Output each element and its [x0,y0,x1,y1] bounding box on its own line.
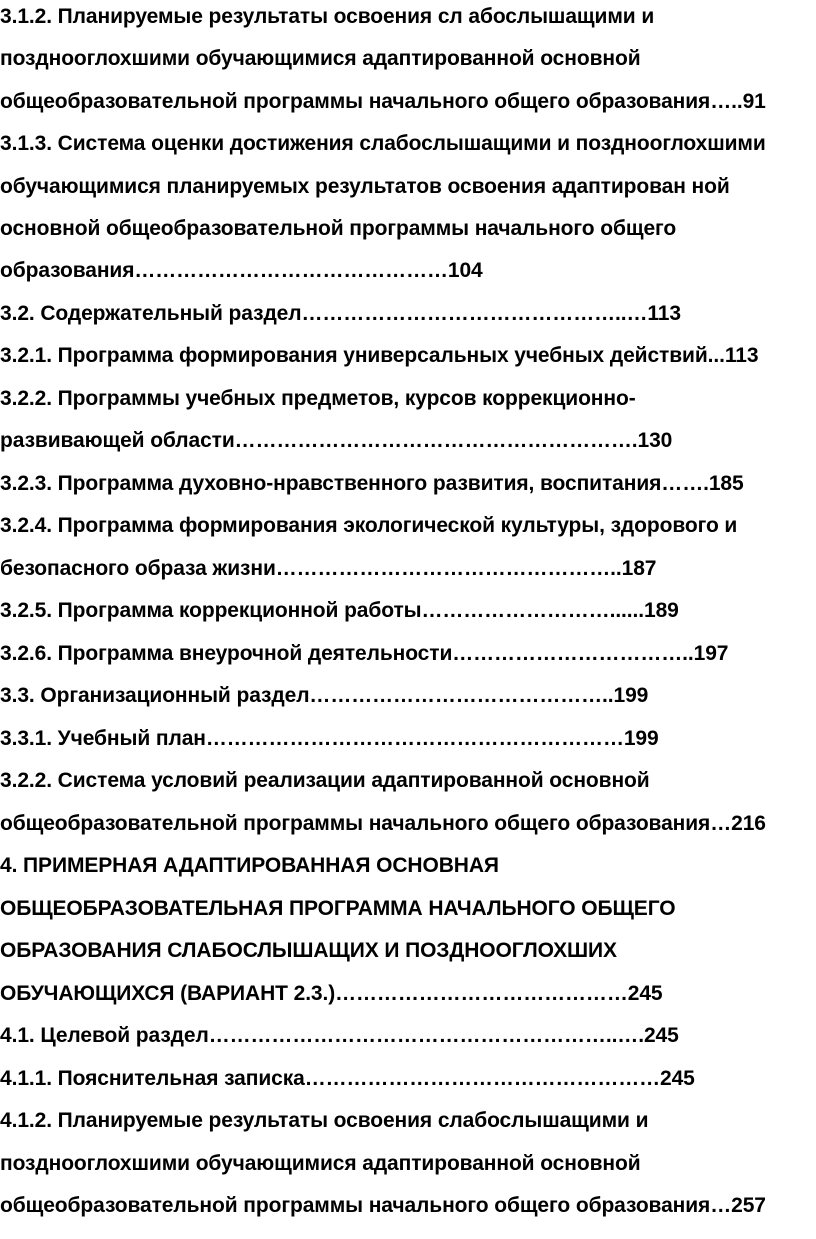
toc-line: 4. ПРИМЕРНАЯ АДАПТИРОВАННАЯ ОСНОВНАЯ [0,854,499,877]
toc-line: позднооглохшими обучающимися адаптированной основной [0,1152,641,1175]
toc-line: 4.1.1. Пояснительная записка……………………………………………245 [0,1067,695,1090]
toc-line: 3.2. Содержательный раздел………………………………………..…113 [0,302,681,325]
toc-line: образования………………………………………104 [0,259,483,282]
toc-line: 3.2.2. Система условий реализации адаптированной основной [0,769,650,792]
toc-line: 4.1. Целевой раздел…………………………………………………..….245 [0,1024,679,1047]
toc-line: 3.2.1. Программа формирования универсальных учебных действий...113 [0,344,759,367]
toc-line: безопасного образа жизни…………………………………………..187 [0,557,657,580]
toc-line: ОБУЧАЮЩИХСЯ (ВАРИАНТ 2.3.)……………………………………245 [0,982,663,1005]
toc-line: 3.2.2. Программы учебных предметов, курсов коррекционно- [0,387,636,410]
toc-line: 3.2.6. Программа внеурочной деятельности……………………………..197 [0,642,729,665]
toc-line: 4.1.2. Планируемые результаты освоения слабослышащими и [0,1109,649,1132]
toc-line: 3.1.2. Планируемые результаты освоения сл абослышащими и [0,5,655,28]
toc-line: общеобразовательной программы начального общего образования…216 [0,812,766,835]
toc-line: ОБЩЕОБРАЗОВАТЕЛЬНАЯ ПРОГРАММА НАЧАЛЬНОГО ОБЩЕГО [0,897,676,920]
toc-line: основной общеобразовательной программы начального общего [0,217,677,240]
toc-line: 3.2.5. Программа коррекционной работы………………………......189 [0,599,679,622]
toc-line: 3.2.4. Программа формирования экологической культуры, здорового и [0,514,738,537]
toc-line: общеобразовательной программы начального общего образования…257 [0,1194,766,1217]
toc-line: 3.3. Организационный раздел……………………………………..199 [0,684,649,707]
toc-line: 3.3.1. Учебный план……………………………………………………199 [0,727,659,750]
toc-line: позднооглохшими обучающимися адаптированной основной [0,47,641,70]
toc-line: обучающимися планируемых результатов освоения адаптирован ной [0,175,730,198]
toc-line: ОБРАЗОВАНИЯ СЛАБОСЛЫШАЩИХ И ПОЗДНООГЛОХШИХ [0,939,617,962]
toc-line: 3.1.3. Система оценки достижения слабослышащими и позднооглохшими [0,132,766,155]
toc-line: общеобразовательной программы начального общего образования…..91 [0,90,766,113]
toc-line: 3.2.3. Программа духовно-нравственного развития, воспитания…….185 [0,472,744,495]
toc-line: развивающей области………………………………………………….130 [0,429,673,452]
